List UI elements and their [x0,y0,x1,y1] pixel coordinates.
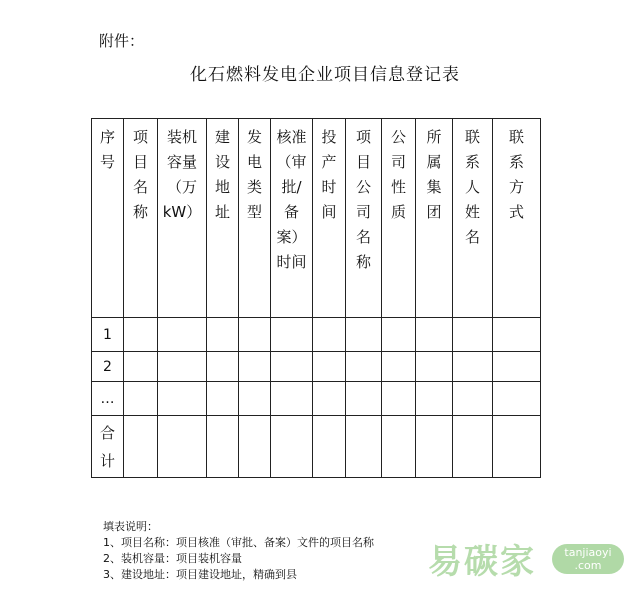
header-text-line: 序 [99,128,115,146]
header-text-line: 目 [132,153,148,171]
table-row [92,382,541,416]
header-text-line: 联 [508,128,524,146]
header-text-line: kW） [162,203,202,221]
header-text-line: 装机 [166,128,197,146]
col-header-company-nature [382,119,416,318]
header-text-line: 系 [508,153,524,171]
header-text-line: 间 [321,203,337,221]
header-text-line: 核准 [276,128,307,146]
col-header-address [207,119,239,318]
col-header-contact-info [493,119,541,318]
header-text-line: 式 [508,203,524,221]
header-text-line: 属 [426,153,442,171]
header-text-line: 姓 [464,203,480,221]
header-text-line: 系 [464,153,480,171]
instruction-item: 2、装机容量：项目装机容量 [103,552,242,565]
instructions [103,519,374,583]
header-text-line: 目 [355,153,371,171]
header-text-line: 司 [390,153,406,171]
total-label-char: 计 [99,451,115,470]
row-index: 1 [92,318,124,352]
header-text-line: 项 [355,128,371,146]
header-text-line: （审 [276,153,307,171]
header-text-line: 联 [464,128,480,146]
header-text-line: 设 [214,153,230,171]
watermark-cn: 易碳家 [428,542,536,582]
instruction-item: 3、建设地址：项目建设地址，精确到县 [103,568,297,581]
header-text-line: 质 [390,203,406,221]
total-label-char: 合 [99,423,115,442]
instructions-heading: 填表说明： [103,520,158,533]
header-text-line: 投 [321,128,337,146]
header-text-line: 名 [355,228,371,246]
header-text-line: 名 [464,228,480,246]
header-text-line: 性 [390,178,406,196]
watermark-en: tanjiaoyi .com [564,546,612,572]
attachment-label: 附件： [99,32,145,50]
header-text-line: 人 [464,178,480,196]
header-text-line: 称 [132,203,148,221]
header-text-line: 时间 [276,253,307,271]
header-text-line: 号 [99,153,115,171]
header-text-line: 发 [246,128,262,146]
registration-table [91,118,541,478]
col-header-company-name [346,119,382,318]
table-row [92,318,541,352]
header-text-line: 集 [426,178,442,196]
header-text-line: 项 [132,128,148,146]
col-header-group [416,119,453,318]
header-text-line: 时 [321,178,337,196]
header-text-line: 建 [214,128,230,146]
header-text-line: 容量 [166,153,197,171]
col-header-project-name [124,119,158,318]
header-text-line: 公 [355,178,371,196]
header-text-line: 备 [283,203,299,221]
header-text-line: （万 [166,178,197,196]
header-text-line: 类 [246,178,262,196]
watermark-logo [428,534,628,586]
header-text-line: 司 [355,203,371,221]
header-row [92,119,541,318]
page-title: 化石燃料发电企业项目信息登记表 [190,65,460,85]
row-index: … [92,382,124,416]
header-text-line: 型 [246,203,262,221]
header-text-line: 址 [214,203,230,221]
instruction-item: 1、项目名称：项目核准（审批、备案）文件的项目名称 [103,536,374,549]
col-header-contact-name [453,119,493,318]
header-text-line: 产 [321,153,337,171]
row-index-total [92,416,124,478]
header-text-line: 地 [214,178,230,196]
header-text-line: 方 [508,178,524,196]
header-text-line: 公 [390,128,406,146]
header-text-line: 名 [132,178,148,196]
header-text-line: 所 [426,128,442,146]
header-text-line: 批/ [281,178,302,196]
col-header-capacity [158,119,207,318]
header-text-line: 称 [355,253,371,271]
table-row-total [92,416,541,478]
col-header-index [92,119,124,318]
col-header-approval-time [271,119,313,318]
header-text-line: 团 [426,203,442,221]
row-index: 2 [92,352,124,382]
col-header-generation-type [239,119,271,318]
header-text-line: 案） [276,228,307,246]
header-text-line: 电 [246,153,262,171]
col-header-operation-time [313,119,346,318]
table-row [92,352,541,382]
